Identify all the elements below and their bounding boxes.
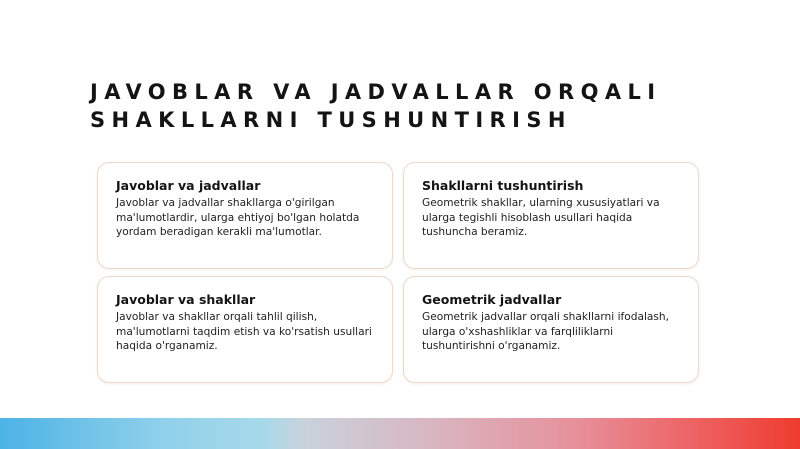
card-body: Javoblar va jadvallar shakllarga o'girilgan ma'lumotlardir, ularga ehtiyoj bo'lgan holatda yordam beradigan kerakli ma'lumotlar. [116,197,360,238]
card-heading: Shakllarni tushuntirish [422,178,584,193]
card-shakllarni-tushuntirish [403,162,699,269]
gradient-footer-bar [0,418,800,449]
card-javoblar-va-jadvallar [97,162,393,269]
slide-title-line-2: SHAKLLARNI TUSHUNTIRISH [90,108,572,132]
card-body: Javoblar va shakllar orqali tahlil qilish, ma'lumotlarni taqdim etish va ko'rsatish usullari haqida o'rganamiz. [116,311,372,352]
card-heading: Javoblar va shakllar [116,292,256,307]
card-heading: Geometrik jadvallar [422,292,562,307]
card-body: Geometrik shakllar, ularning xususiyatlari va ularga tegishli hisoblash usullari haqida tushuncha beramiz. [422,197,660,238]
card-geometrik-jadvallar [403,276,699,383]
card-body: Geometrik jadvallar orqali shakllarni ifodalash, ularga o'xshashliklar va farqliliklarni tushuntirishni o'rganamiz. [422,311,669,352]
slide-title-line-1: JAVOBLAR VA JADVALLAR ORQALI [90,80,662,104]
slide-title [90,78,730,134]
card-javoblar-va-shakllar [97,276,393,383]
card-heading: Javoblar va jadvallar [116,178,261,193]
